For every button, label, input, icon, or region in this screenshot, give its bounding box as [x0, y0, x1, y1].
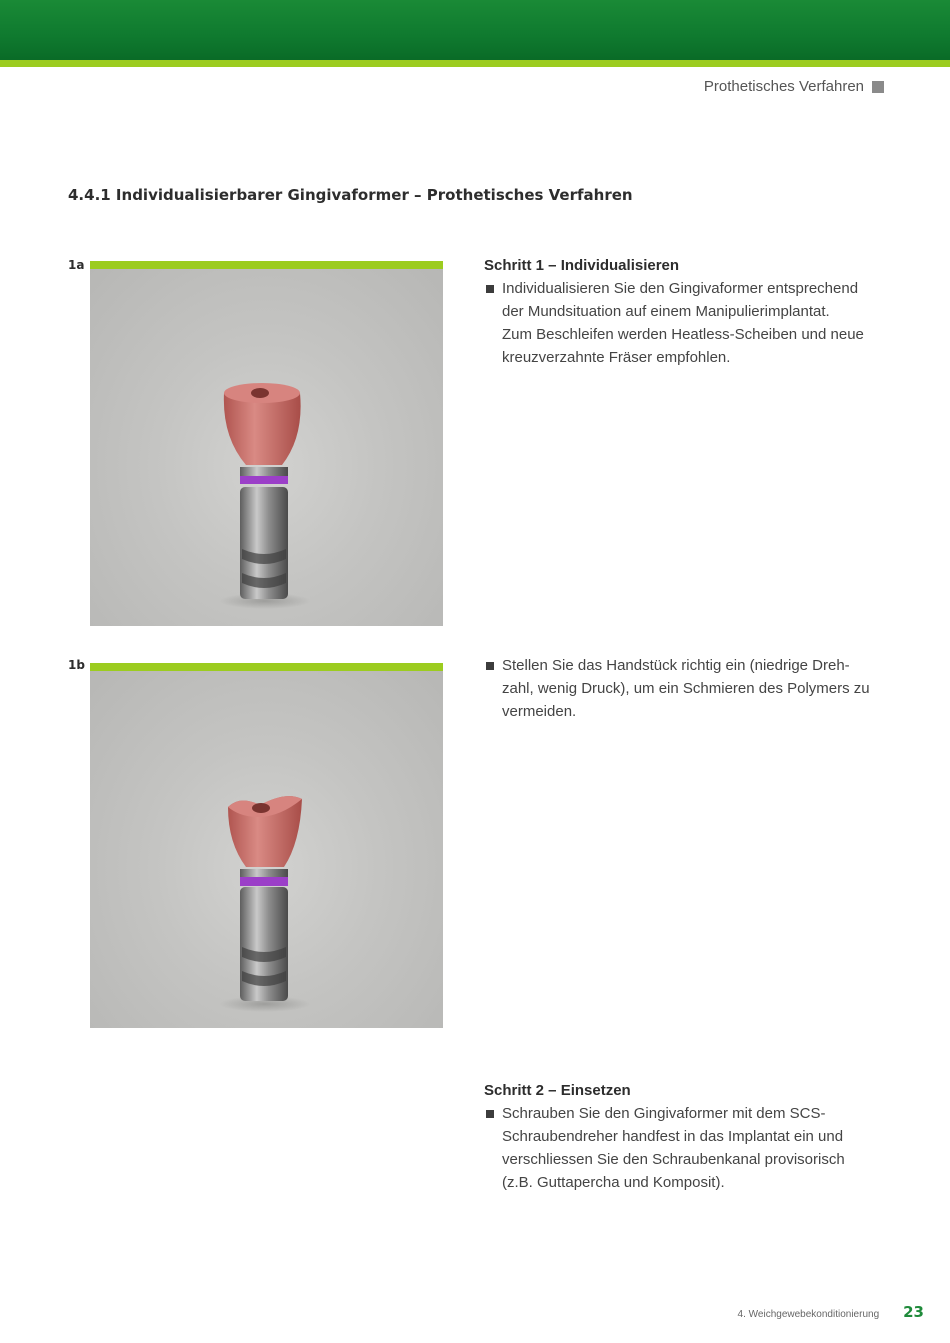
step-1b-text [502, 654, 870, 723]
healing-abutment-trimmed-image [90, 671, 443, 1028]
page-heading: 4.4.1 Individualisierbarer Gingivaformer – Prothetisches Verfahren [68, 186, 633, 204]
top-accent-stripe [0, 60, 950, 67]
photo-1a [90, 269, 443, 626]
step-2-text [502, 1102, 845, 1194]
step-2-bullet [484, 1102, 874, 1194]
square-bullet-icon [484, 1102, 502, 1194]
step-2-title: Schritt 2 – Einsetzen [484, 1082, 631, 1099]
step-2-line-1: Schrauben Sie den Gingivaformer mit dem SCS- [502, 1105, 826, 1122]
step-1b-line-3: vermeiden. [502, 703, 577, 720]
page-number: 23 [903, 1303, 924, 1321]
square-bullet-icon [484, 654, 502, 723]
step-1b-bullet [484, 654, 874, 723]
step-1-text [502, 277, 864, 369]
step-1-line-3: Zum Beschleifen werden Heatless-Scheiben und neue [502, 326, 864, 343]
section-title: Prothetisches Verfahren [703, 78, 864, 95]
figure-label-1b: 1b [68, 658, 85, 672]
step-2-line-2: Schraubendreher handfest in das Implantat ein und [502, 1128, 844, 1145]
footer-chapter: 4. Weichgewebekonditionierung [737, 1309, 880, 1320]
step-2-line-3: verschliessen Sie den Schraubenkanal provisorisch [502, 1151, 845, 1168]
step-1-line-4: kreuzverzahnte Fräser empfohlen. [502, 349, 731, 366]
section-header [704, 78, 884, 95]
step-2-line-4: (z.B. Guttapercha und Komposit). [502, 1174, 725, 1191]
step-1-title: Schritt 1 – Individualisieren [484, 257, 680, 274]
gray-square-icon [872, 81, 884, 93]
healing-abutment-untrimmed-image [90, 269, 443, 626]
step-1-line-1: Individualisieren Sie den Gingivaformer entsprechend [502, 280, 859, 297]
step-1-line-2: der Mundsituation auf einem Manipulierimplantat. [502, 303, 830, 320]
step-2-block [484, 1079, 874, 1194]
photo-1b [90, 671, 443, 1028]
step-1b-block [484, 654, 874, 723]
step-1b-line-2: zahl, wenig Druck), um ein Schmieren des Polymers zu [502, 680, 870, 697]
figure-label-1a: 1a [68, 258, 85, 272]
figure-bar-1a [90, 261, 443, 269]
step-1-bullet [484, 277, 874, 369]
step-1b-line-1: Stellen Sie das Handstück richtig ein (niedrige Dreh- [502, 657, 850, 674]
step-1-block [484, 254, 874, 369]
figure-bar-1b [90, 663, 443, 671]
page-footer [738, 1303, 924, 1321]
top-banner [0, 0, 950, 60]
square-bullet-icon [484, 277, 502, 369]
